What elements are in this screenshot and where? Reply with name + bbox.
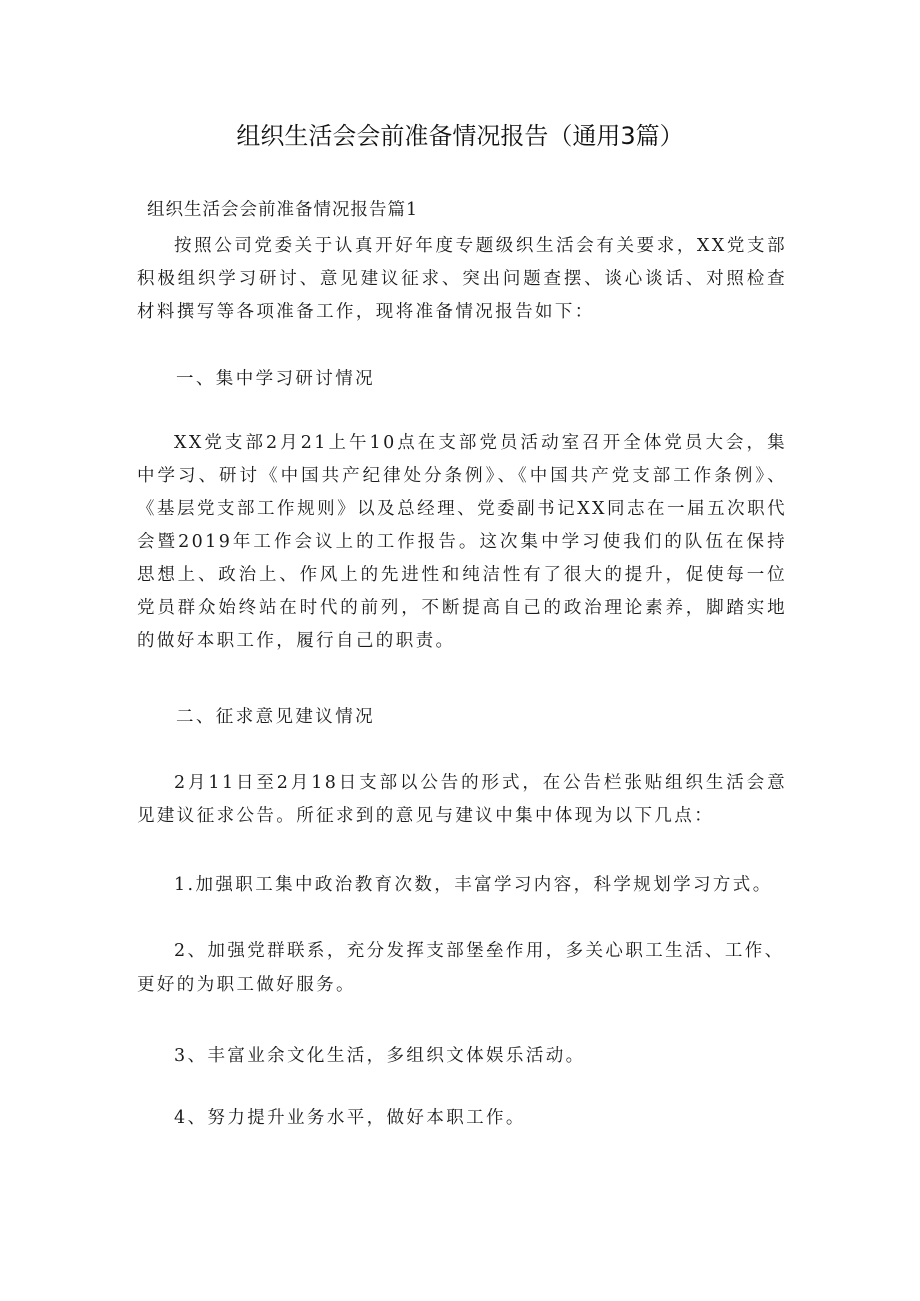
document-title: 组织生活会会前准备情况报告（通用3篇） <box>236 122 684 150</box>
list-item: 3、丰富业余文化生活，多组织文体娱乐活动。 <box>174 1046 586 1066</box>
document-subtitle: 组织生活会会前准备情况报告篇1 <box>147 200 419 220</box>
list-item: 1.加强职工集中政治教育次数，丰富学习内容，科学规划学习方式。 <box>174 875 773 895</box>
section-body-study: XX党支部2月21上午10点在支部党员活动室召开全体党员大会，集中学习、研讨《中国共产纪律处分条例》、《中国共产党支部工作条例》、《基层党支部工作规则》以及总经理、党委副书记XX同志在一届五次职代会暨2019年工作会议上的工作报告。这次集中学习使我们的队伍在保持思想上、政治上、作风上的先进性和纯洁性有了很大的提升，促使每一位党员群众始终站在时代的前列，不断提高自己的政治理论素养，脚踏实地的做好本职工作，履行自己的职责。 <box>137 433 787 651</box>
list-item: 4、努力提升业务水平，做好本职工作。 <box>174 1108 526 1128</box>
section-heading-study: 一、集中学习研讨情况 <box>176 369 375 389</box>
list-item: 2、加强党群联系，充分发挥支部堡垒作用，多关心职工生活、工作、更好的为职工做好服务。 <box>137 941 785 995</box>
intro-paragraph: 按照公司党委关于认真开好年度专题级织生活会有关要求，XX党支部积极组织学习研讨、意见建议征求、突出问题查摆、谈心谈话、对照检查材料撰写等各项准备工作，现将准备情况报告如下： <box>137 236 787 322</box>
section-heading-opinions: 二、征求意见建议情况 <box>176 707 375 727</box>
section-body-opinions: 2月11日至2月18日支部以公告的形式，在公告栏张贴组织生活会意见建议征求公告。所征求到的意见与建议中集中体现为以下几点： <box>137 773 787 826</box>
